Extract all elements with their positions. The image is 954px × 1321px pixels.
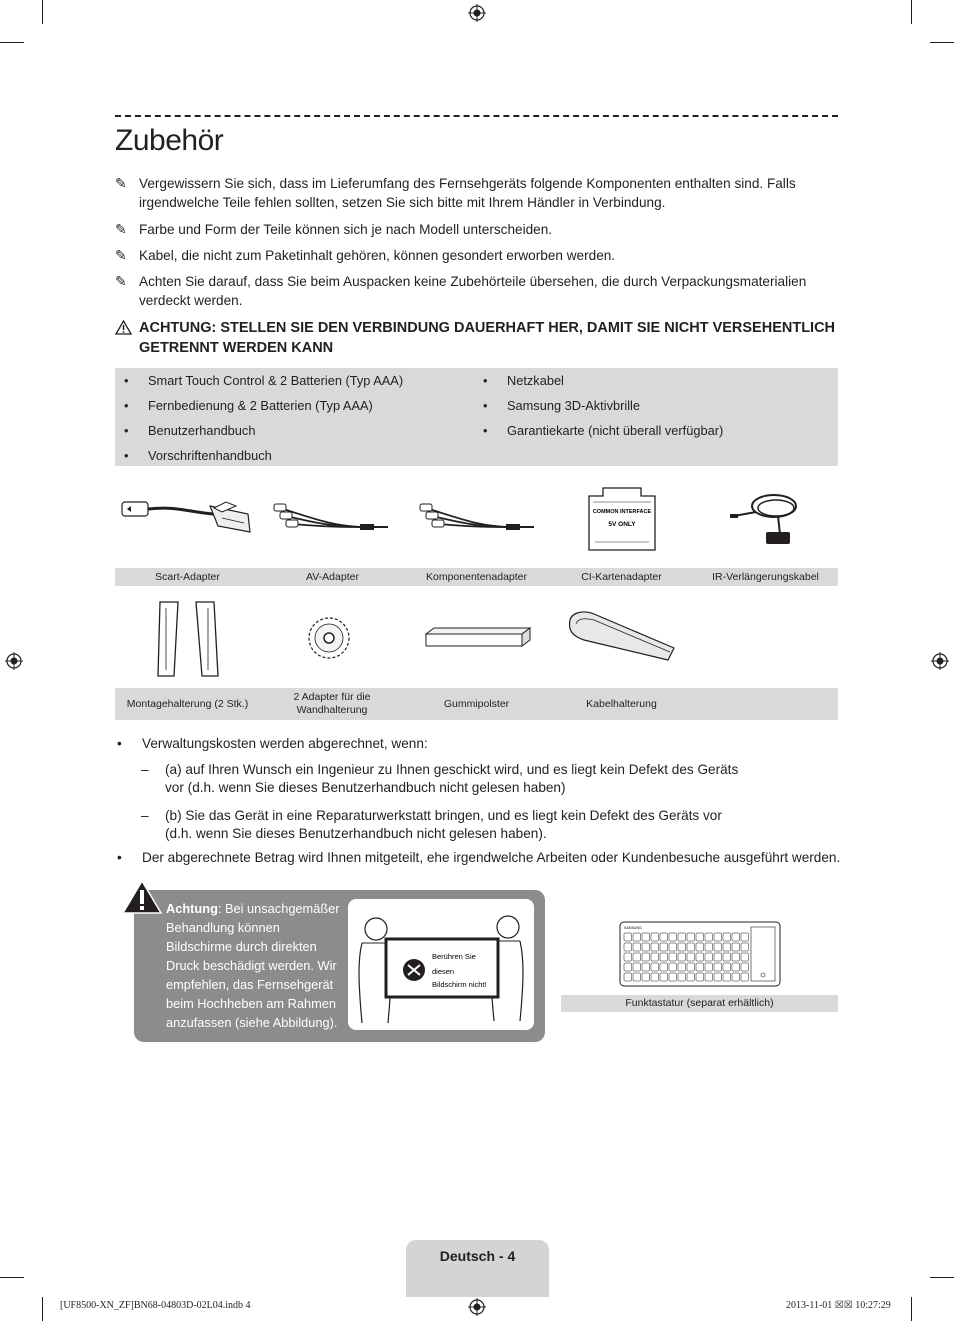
caution-box <box>134 890 545 1042</box>
keyboard-key <box>642 973 650 981</box>
keyboard-key <box>660 943 668 951</box>
scart-adapter-illustration <box>118 492 254 540</box>
people-carrying-tv-icon <box>348 899 534 1030</box>
page-number-tab <box>406 1240 549 1297</box>
screen-text-line1: Berühren Sie <box>432 952 476 961</box>
keyboard-key <box>723 973 731 981</box>
item-text: Vorschriftenhandbuch <box>148 448 272 463</box>
keyboard-key <box>705 973 713 981</box>
keyboard-key <box>732 973 740 981</box>
caption-av-adapter: AV-Adapter <box>306 571 359 583</box>
keyboard-key <box>714 963 722 971</box>
item-text: Samsung 3D-Aktivbrille <box>507 398 640 413</box>
note-text: Farbe und Form der Teile können sich je nach Modell unterscheiden. <box>139 222 553 237</box>
item-text: Netzkabel <box>507 373 564 388</box>
crop-mark <box>911 0 912 24</box>
caption-ir-extension-cable: IR-Verlängerungskabel <box>712 571 819 583</box>
bullet: • <box>483 398 488 413</box>
item-text: Benutzerhandbuch <box>148 423 256 438</box>
keyboard-key <box>633 953 641 961</box>
ci-card-adapter-illustration <box>585 486 659 552</box>
keyboard-key <box>660 953 668 961</box>
rubber-pad-illustration <box>420 624 534 652</box>
keyboard-key <box>678 973 686 981</box>
ci-label-5v-only: 5V ONLY <box>608 521 636 528</box>
note-item <box>115 272 841 310</box>
item-text: Fernbedienung & 2 Batterien (Typ AAA) <box>148 398 373 413</box>
keyboard-key <box>624 943 632 951</box>
dash: – <box>141 808 149 823</box>
component-adapter-illustration <box>418 498 538 538</box>
bullet: • <box>124 448 129 463</box>
bullet: • <box>124 373 129 388</box>
keyboard-caption: Funktastatur (separat erhältlich) <box>561 995 838 1012</box>
keyboard-key <box>741 973 749 981</box>
caution-label: Achtung <box>166 901 218 916</box>
keyboard-key <box>624 973 632 981</box>
crop-mark <box>911 1297 912 1321</box>
registration-mark-icon <box>468 4 486 22</box>
keyboard-key <box>696 963 704 971</box>
keyboard-key <box>651 963 659 971</box>
keyboard-key <box>660 933 668 941</box>
keyboard-key <box>678 933 686 941</box>
keyboard-key <box>660 973 668 981</box>
bullet: • <box>117 736 122 751</box>
caption-rubber-pad: Gummipolster <box>443 698 510 710</box>
note-pencil-icon: ✎ <box>115 273 127 289</box>
keyboard-key <box>651 943 659 951</box>
keyboard-key <box>696 943 704 951</box>
keyboard-key <box>678 953 686 961</box>
keyboard-key <box>642 933 650 941</box>
keyboard-key <box>687 943 695 951</box>
caption-component-adapter: Komponentenadapter <box>426 571 527 583</box>
registration-mark-icon <box>468 1298 486 1316</box>
bullet: • <box>483 373 488 388</box>
crop-mark <box>930 1277 954 1278</box>
warning-heading <box>115 318 841 358</box>
keyboard-key <box>741 933 749 941</box>
note-pencil-icon: ✎ <box>115 221 127 237</box>
keyboard-key <box>687 963 695 971</box>
note-item <box>115 220 841 239</box>
keyboard-key <box>624 933 632 941</box>
keyboard-key <box>660 963 668 971</box>
wall-mount-adapter-illustration <box>305 614 353 662</box>
keyboard-key <box>669 953 677 961</box>
keyboard-key <box>687 953 695 961</box>
keyboard-key <box>687 933 695 941</box>
registration-mark-icon <box>931 652 949 670</box>
caution-text <box>166 899 342 1032</box>
keyboard-key <box>624 963 632 971</box>
item-text: Garantiekarte (nicht überall verfügbar) <box>507 423 724 438</box>
keyboard-key <box>696 973 704 981</box>
wireless-keyboard-illustration <box>619 921 781 987</box>
keyboard-key <box>714 943 722 951</box>
keyboard-key <box>651 953 659 961</box>
wall-mount-bracket-illustration <box>152 598 224 680</box>
crop-mark <box>930 42 954 43</box>
note-item <box>115 246 841 265</box>
tv-handling-illustration <box>348 899 534 1030</box>
bullet: • <box>117 850 122 865</box>
keyboard-key <box>714 953 722 961</box>
page-title: Zubehör <box>115 124 224 157</box>
keyboard-key <box>723 963 731 971</box>
keyboard-key <box>669 973 677 981</box>
note-text: Kabel, die nicht zum Paketinhalt gehören, können gesondert erworben werden. <box>139 248 616 263</box>
keyboard-key <box>705 933 713 941</box>
bullet: • <box>483 423 488 438</box>
caption-cable-holder: Kabelhalterung <box>586 698 657 710</box>
keyboard-key <box>651 933 659 941</box>
ir-extension-cable-illustration <box>728 484 808 550</box>
bullet: • <box>124 423 129 438</box>
keyboard-key <box>633 963 641 971</box>
note-text: Achten Sie darauf, dass Sie beim Auspacken keine Zubehörteile übersehen, die durch Verpackungsmaterialien verdeckt werden. <box>139 274 807 308</box>
keyboard-key <box>732 963 740 971</box>
av-adapter-illustration <box>272 498 392 538</box>
caption-ci-card-adapter: CI-Kartenadapter <box>581 571 662 583</box>
note-text: Vergewissern Sie sich, dass im Lieferumfang des Fernsehgeräts folgende Komponenten enthalten sind. Falls irgendwelche Teile fehlen sollten, setzen Sie sich bitte mit Ihrem Händler in Verbindung. <box>139 176 796 210</box>
keyboard-key <box>669 933 677 941</box>
caution-warning-icon <box>121 879 163 915</box>
keyboard-key <box>714 973 722 981</box>
keyboard-key <box>642 963 650 971</box>
crop-mark <box>42 0 43 24</box>
keyboard-key <box>669 943 677 951</box>
note-pencil-icon: ✎ <box>115 247 127 263</box>
screen-text-line3: Bildschirm nicht! <box>432 980 487 989</box>
note-pencil-icon: ✎ <box>115 175 127 191</box>
item-text: (a) auf Ihren Wunsch ein Ingenieur zu Ihnen geschickt wird, und es liegt kein Defekt des Geräts vor (d.h. wenn Sie dieses Benutzerhandbuch nicht gelesen haben) <box>165 762 739 795</box>
keyboard-key <box>723 953 731 961</box>
dash: – <box>141 762 149 777</box>
keyboard-key <box>741 943 749 951</box>
item-text: Smart Touch Control & 2 Batterien (Typ AAA) <box>148 373 404 388</box>
warning-text: ACHTUNG: STELLEN SIE DEN VERBINDUNG DAUERHAFT HER, DAMIT SIE NICHT VERSEHENTLICH GETRENNT WERDEN KANN <box>139 320 836 356</box>
keyboard-key <box>732 943 740 951</box>
keyboard-key <box>714 933 722 941</box>
ci-label-common-interface: COMMON INTERFACE <box>592 509 652 515</box>
item-text: Verwaltungskosten werden abgerechnet, wenn: <box>142 736 428 751</box>
crop-mark <box>0 1277 24 1278</box>
keyboard-key <box>624 953 632 961</box>
keyboard-brand-text: SAMSUNG <box>624 926 642 930</box>
keyboard-key <box>705 943 713 951</box>
registration-mark-icon <box>5 652 23 670</box>
keyboard-key <box>651 973 659 981</box>
caption-wall-mount-adapter: 2 Adapter für die Wandhalterung <box>293 691 371 716</box>
footer-file-info: [UF8500-XN_ZF]BN68-04803D-02L04.indb 4 <box>60 1300 251 1311</box>
keyboard-key <box>633 973 641 981</box>
keyboard-key <box>678 943 686 951</box>
keyboard-key <box>633 933 641 941</box>
note-item <box>115 174 841 212</box>
warning-triangle-icon <box>115 320 132 335</box>
keyboard-key <box>642 943 650 951</box>
keyboard-key <box>705 963 713 971</box>
keyboard-key <box>669 963 677 971</box>
keyboard-key <box>723 943 731 951</box>
bullet: • <box>124 398 129 413</box>
caption-scart-adapter: Scart-Adapter <box>155 571 220 583</box>
keyboard-key <box>732 933 740 941</box>
crop-mark <box>42 1297 43 1321</box>
keyboard-key <box>696 933 704 941</box>
keyboard-key <box>732 953 740 961</box>
keyboard-key <box>696 953 704 961</box>
keyboard-key <box>678 963 686 971</box>
keyboard-key <box>741 953 749 961</box>
crop-mark <box>0 42 24 43</box>
keyboard-key <box>705 953 713 961</box>
item-text: (b) Sie das Gerät in eine Reparaturwerkstatt bringen, und es liegt kein Defekt des Geräts vor (d.h. wenn Sie dieses Benutzerhandbuch nicht gelesen haben). <box>165 808 722 841</box>
screen-text-line2: diesen <box>432 967 455 976</box>
section-divider <box>115 115 838 117</box>
keyboard-key <box>642 953 650 961</box>
footer-timestamp: 2013-11-01 ☒☒ 10:27:29 <box>786 1300 891 1311</box>
cable-holder-illustration <box>564 606 678 664</box>
keyboard-key <box>741 963 749 971</box>
keyboard-key <box>633 943 641 951</box>
page-number: Deutsch - 4 <box>439 1248 516 1264</box>
caution-body: : Bei unsachgemäßer Behandlung können Bildschirme durch direkten Druck beschädigt werden. Wir empfehlen, das Fernsehgerät beim Hochheben am Rahmen anzufassen (siehe Abbildung). <box>166 901 340 1030</box>
keyboard-key <box>687 973 695 981</box>
caption-wall-mount-bracket: Montagehalterung (2 Stk.) <box>126 698 249 710</box>
item-text: Der abgerechnete Betrag wird Ihnen mitgeteilt, ehe irgendwelche Arbeiten oder Kundenbesuche ausgeführt werden. <box>142 850 841 865</box>
keyboard-key <box>723 933 731 941</box>
